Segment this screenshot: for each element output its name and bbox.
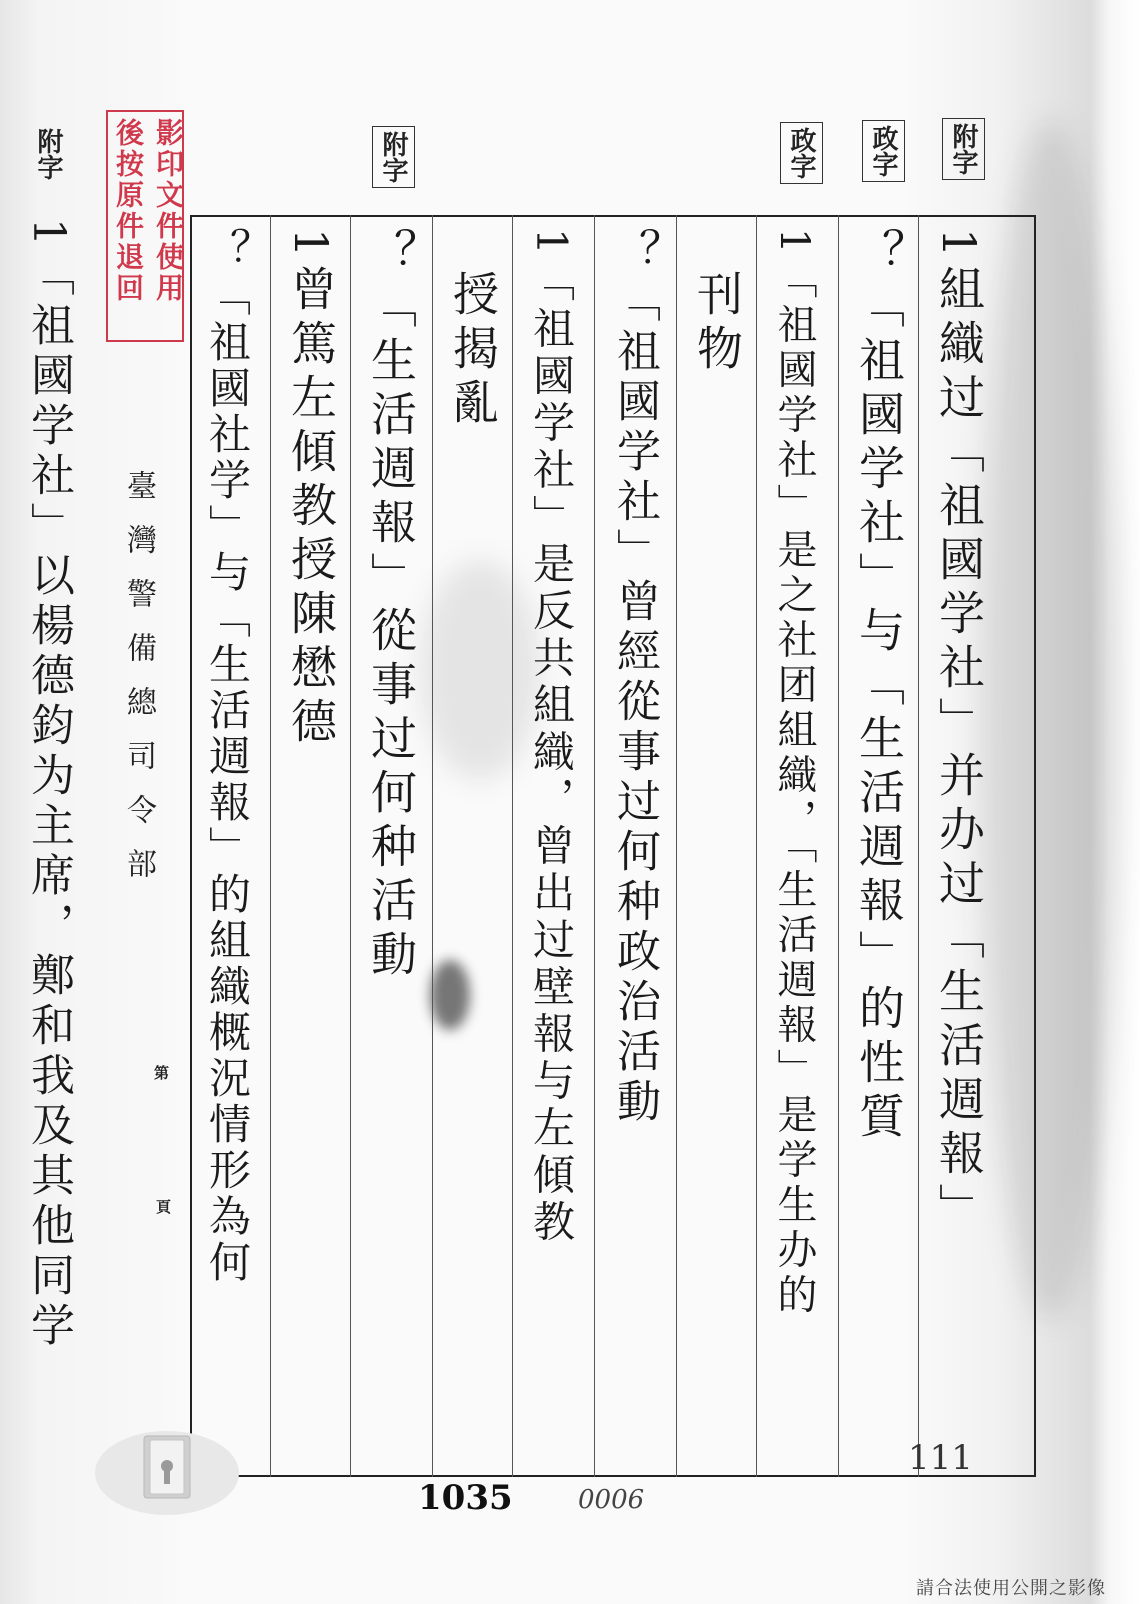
column-header-tag: 政字 (862, 120, 905, 182)
rule-line (594, 215, 595, 1477)
text-column-8: ？「生活週報」從事过何种活動 (364, 228, 418, 984)
text-column-2: ？「祖國学社」与「生活週報」的性質 (852, 228, 906, 1146)
stamp-line-2: 後按原件退回 (112, 118, 145, 304)
text-column-6: 1「祖國学社」是反共組織，曾出过壁報与左傾教 (527, 228, 576, 1247)
column-header-tag: 附字 (33, 128, 63, 180)
text-column-3: 1「祖國学社」是之社团組織，「生活週報」是学生办的 (771, 228, 817, 1319)
text-column-7: 授揭亂 (446, 270, 500, 432)
rule-line (512, 215, 513, 1477)
rule-line (432, 215, 433, 1477)
text-column-10: ？「祖國社学」与「生活週報」的組織概況情形為何 (203, 228, 252, 1286)
rule-line (270, 215, 271, 1477)
copy-use-stamp (106, 110, 184, 342)
handwritten-margin-mark: 111 (908, 1438, 973, 1478)
footer-notice: 請合法使用公開之影像 (916, 1578, 1106, 1599)
text-column-9: 1曾篤左傾教授陳懋德 (284, 228, 338, 752)
archive-logo-icon (92, 1418, 242, 1518)
rule-line (350, 215, 351, 1477)
rule-line (838, 215, 839, 1477)
text-column-11: 1「祖國学社」以楊德鈞为主席，鄭和我及其他同学 (23, 218, 74, 1352)
column-header-tag: 附字 (372, 126, 415, 188)
column-header-tag: 政字 (780, 122, 823, 184)
page-label-di: 第 (154, 1064, 170, 1082)
stamp-line-1: 影印文件使用 (152, 118, 185, 304)
text-column-1: 1組織过「祖國学社」并办过「生活週報」 (932, 228, 986, 1238)
page-number: 1035 (418, 1478, 513, 1518)
text-column-5: ？「祖國学社」曾經從事过何种政治活動 (609, 228, 660, 1128)
rule-line (918, 215, 919, 1477)
text-column-4: 刊物 (690, 270, 744, 378)
column-header-tag: 附字 (942, 118, 985, 180)
rule-line (676, 215, 677, 1477)
organization-name: 臺灣警備總司令部 (121, 470, 156, 902)
handwritten-code: 0006 (578, 1485, 645, 1515)
page-label-ye: 頁 (156, 1198, 172, 1216)
rule-line (756, 215, 757, 1477)
